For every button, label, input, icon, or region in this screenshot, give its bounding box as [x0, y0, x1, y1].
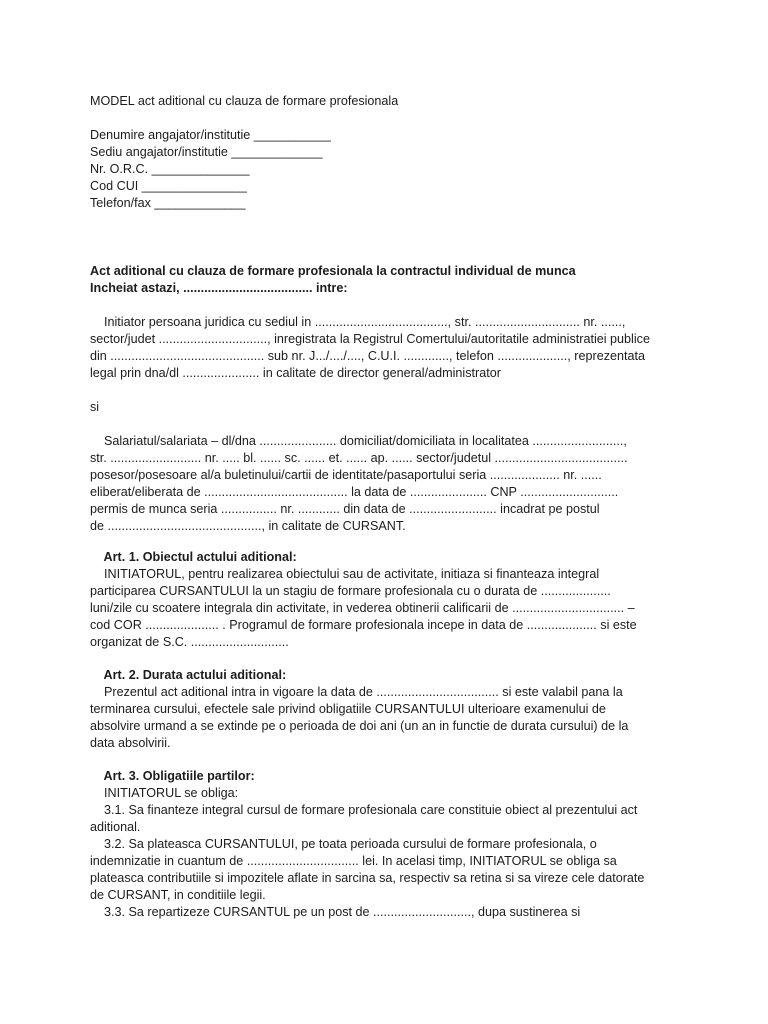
- initiator-line: sector/judet ..............................., inregistrata la Registrul Comertului/autoritatile administratiei publice: [90, 332, 650, 346]
- art1-heading: Art. 1. Obiectul actului aditional:: [90, 550, 297, 564]
- art2-line: data absolvirii.: [90, 736, 171, 750]
- employee-line: str. .......................... nr. ..... bl. ...... sc. ...... et. ...... ap. ...... sector/judetul ......................................: [90, 451, 628, 465]
- header-field-employer-address: Sediu angajator/institutie _____________: [90, 145, 323, 159]
- header-field-orc-number: Nr. O.R.C. ______________: [90, 162, 250, 176]
- art1-line: cod COR ..................... . Programul de formare profesionala incepe in data de .................... si este: [90, 618, 637, 632]
- art1-line: participarea CURSANTULUI la un stagiu de formare profesionala cu o durata de ....................: [90, 584, 611, 598]
- art3-line: aditional.: [90, 820, 141, 834]
- employee-line: de ............................................, in calitate de CURSANT.: [90, 519, 406, 533]
- header-field-employer-name: Denumire angajator/institutie ___________: [90, 128, 331, 142]
- art3-line: indemnizatie in cuantum de ................................ lei. In acelasi timp, INITIATORUL se obliga sa: [90, 854, 617, 868]
- initiator-line: legal prin dna/dl ...................... in calitate de director general/administrator: [90, 366, 501, 380]
- art3-line: plateasca contributiile si impozitele aflate in sarcina sa, respectiv sa retina si sa vireze cele datorate: [90, 871, 645, 885]
- header-field-cui-code: Cod CUI _______________: [90, 179, 247, 193]
- header-field-phone-fax: Telefon/fax _____________: [90, 196, 246, 210]
- art1-line: luni/zile cu scoatere integrala din activitate, in vederea obtinerii calificarii de ................................ –: [90, 601, 635, 615]
- employee-line: posesor/posesoare al/a buletinului/cartii de identitate/pasaportului seria .................... nr. ......: [90, 468, 602, 482]
- art1-line: organizat de S.C. ............................: [90, 635, 289, 649]
- art1-line: INITIATORUL, pentru realizarea obiectului sau de activitate, initiaza si finanteaza integral: [90, 567, 600, 581]
- art3-heading: Art. 3. Obligatiile partilor:: [90, 769, 255, 783]
- initiator-line: din ............................................ sub nr. J.../..../...., C.U.I. ............., telefon ...................., reprezentata: [90, 349, 646, 363]
- act-title: Act aditional cu clauza de formare profesionala la contractul individual de munca: [90, 264, 576, 278]
- art2-line: absolvire urmand a se extinde pe o perioada de doi ani (un an in functie de durata cursului) de la: [90, 719, 629, 733]
- and-word: si: [90, 400, 100, 414]
- art3-line: INITIATORUL se obliga:: [90, 786, 239, 800]
- employee-line: permis de munca seria ................ nr. ............ din data de ......................... incadrat pe postul: [90, 502, 600, 516]
- art2-heading: Art. 2. Durata actului aditional:: [90, 668, 287, 682]
- art3-line: 3.1. Sa finanteze integral cursul de formare profesionala care constituie obiect al prezentului act: [90, 803, 638, 817]
- concluded-line: Incheiat astazi, ..................................... intre:: [90, 281, 348, 295]
- model-title: MODEL act aditional cu clauza de formare profesionala: [90, 94, 399, 108]
- art3-line: de CURSANT, in conditiile legii.: [90, 888, 266, 902]
- art3-line: 3.3. Sa repartizeze CURSANTUL pe un post de ............................, dupa sustinerea si: [90, 905, 581, 919]
- employee-line: eliberat/eliberata de ......................................... la data de ...................... CNP ............................: [90, 485, 619, 499]
- art3-line: 3.2. Sa plateasca CURSANTULUI, pe toata perioada cursului de formare profesionala, o: [90, 837, 597, 851]
- art2-line: terminarea cursului, efectele sale privind obligatiile CURSANTULUI ulterioare examenului de: [90, 702, 606, 716]
- art2-line: Prezentul act aditional intra in vigoare la data de ................................... si este valabil pana la: [90, 685, 623, 699]
- initiator-line: Initiator persoana juridica cu sediul in ......................................, str. .............................. nr. ......,: [90, 315, 626, 329]
- employee-line: Salariatul/salariata – dl/dna ...................... domiciliat/domiciliata in localitatea ..........................,: [90, 434, 627, 448]
